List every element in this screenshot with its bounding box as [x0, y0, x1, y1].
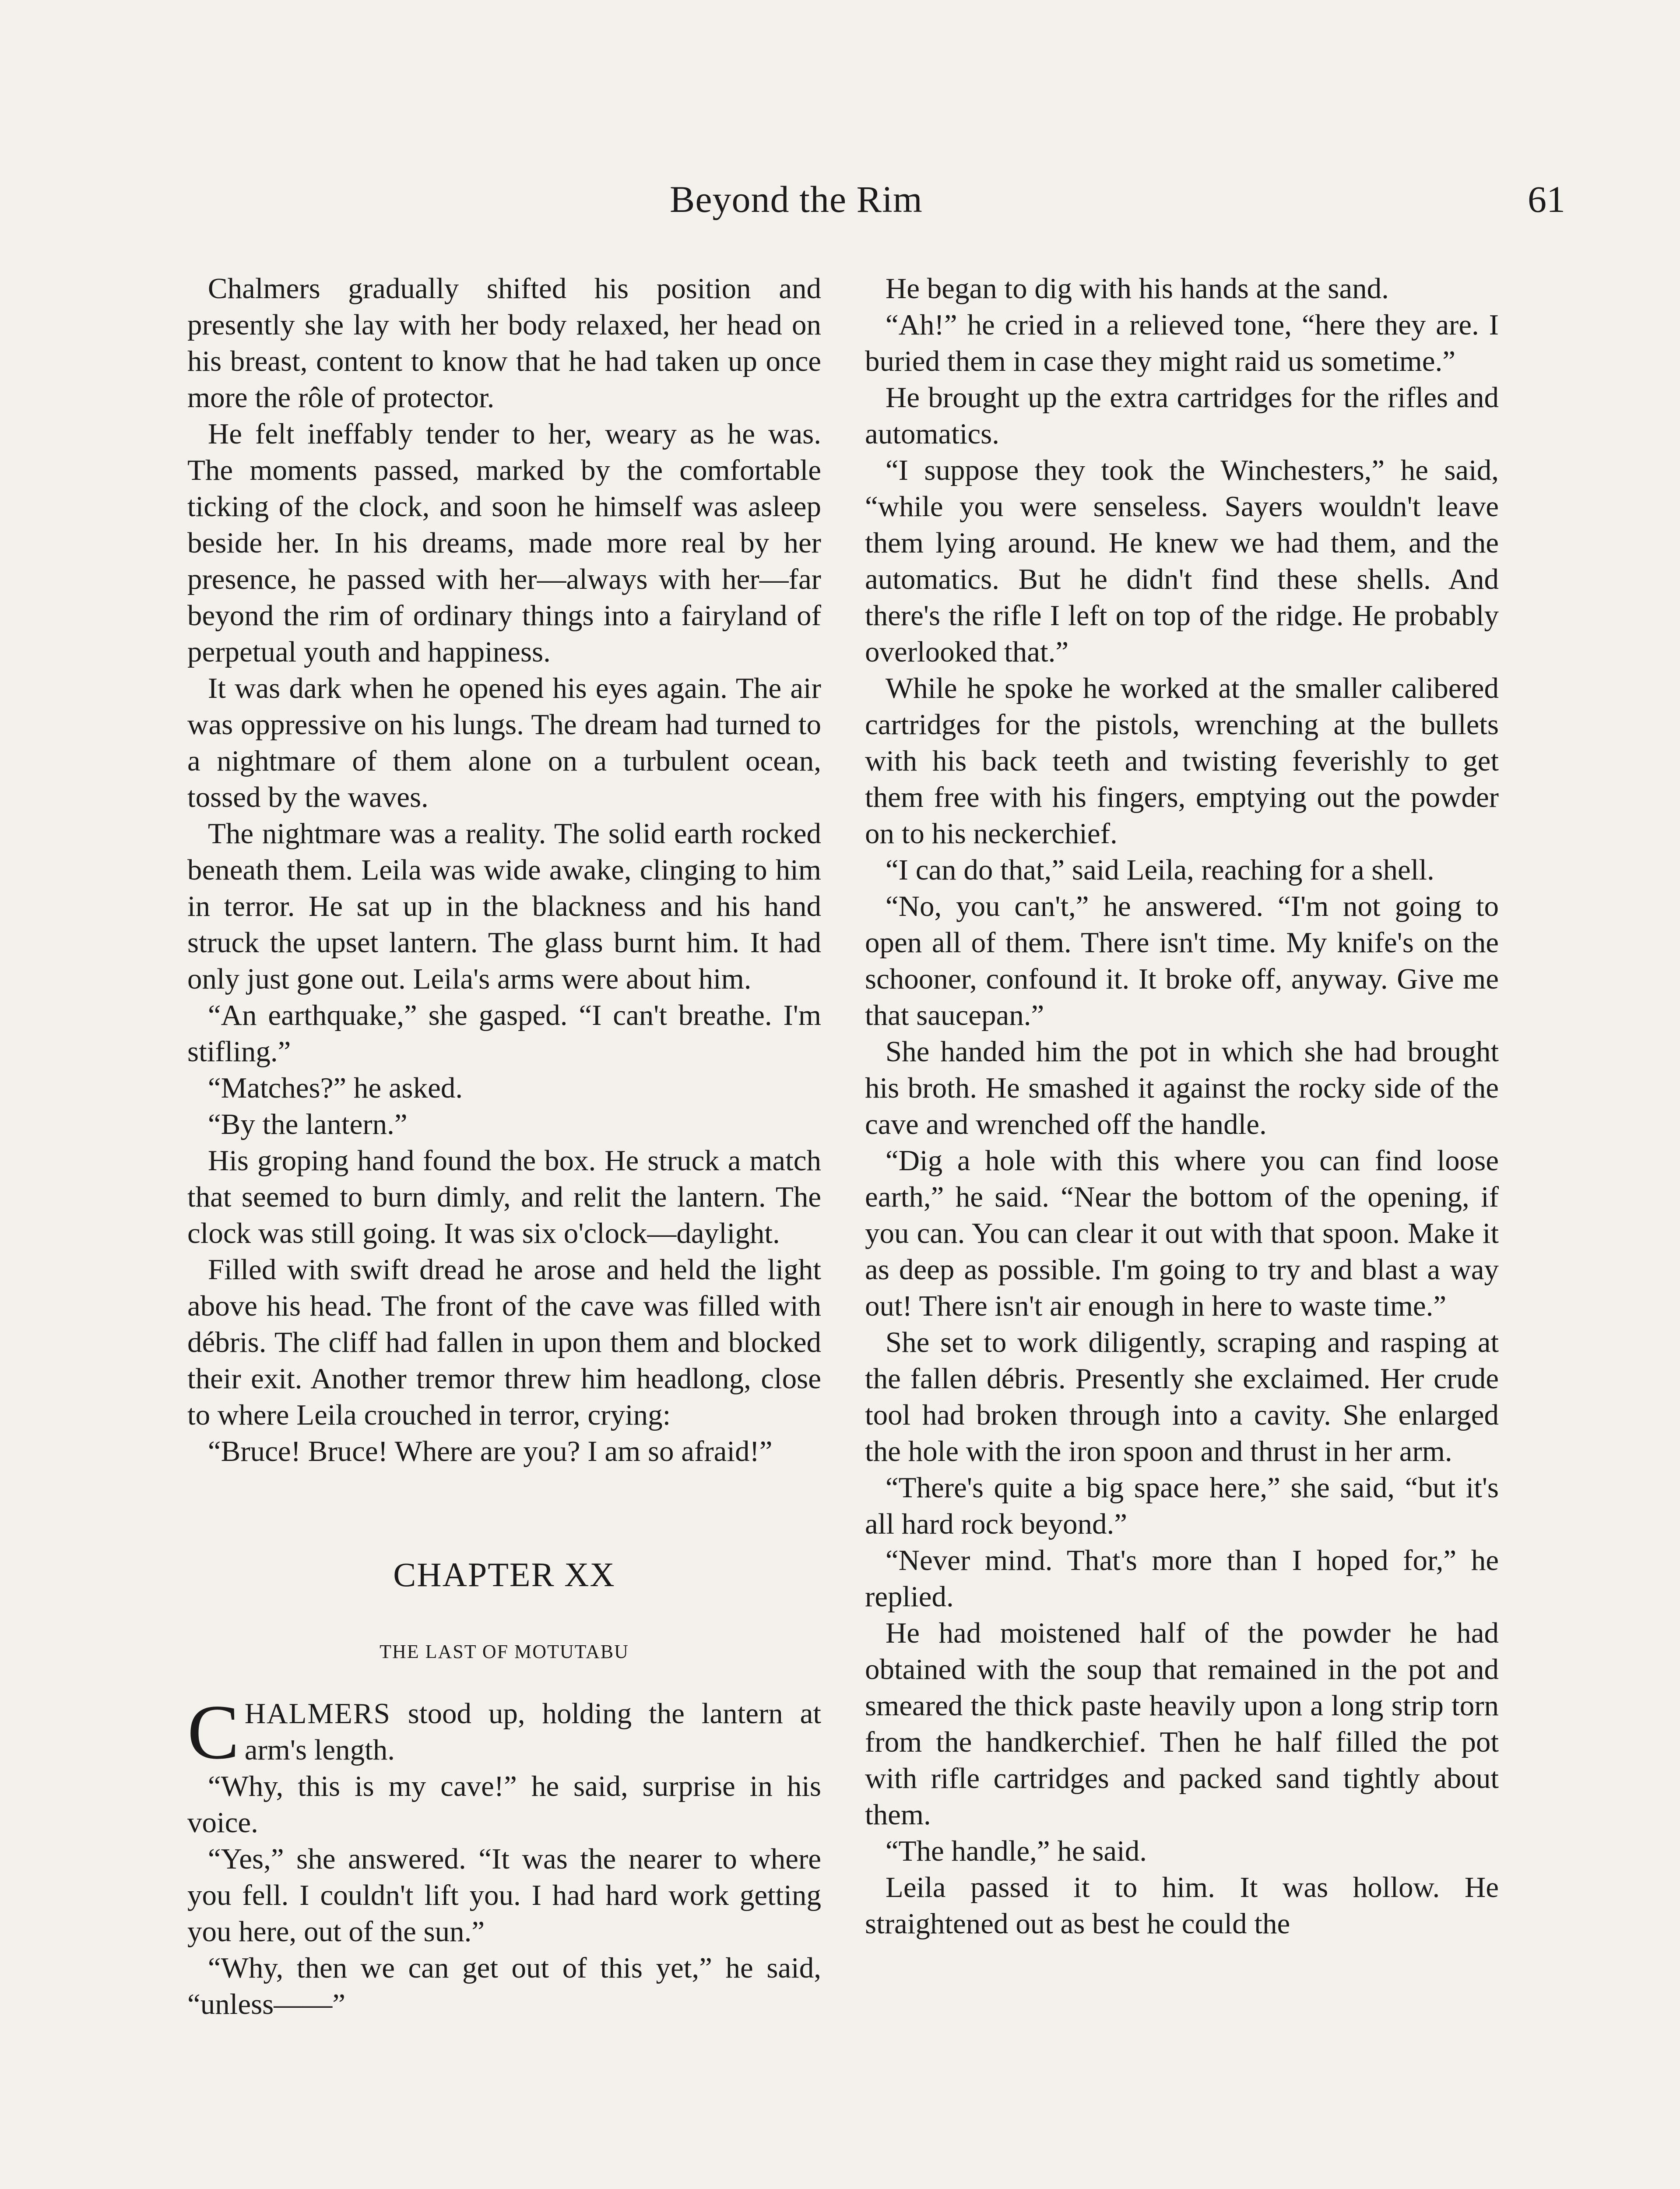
paragraph: The nightmare was a reality. The solid earth rocked beneath them. Leila was wide awake, clinging to him in terror. He sat up in the blackness and his hand struck the upset lantern. The glass burnt him. It had only just gone out. Leila's arms were about him.: [187, 817, 821, 995]
paragraph: Chalmers gradually shifted his position and presently she lay with her body relaxed, her head on his breast, content to know that he had taken up once more the rôle of protector.: [187, 272, 821, 414]
paragraph: “No, you can't,” he answered. “I'm not going to open all of them. There isn't time. My knife's on the schooner, confound it. It broke off, anyway. Give me that saucepan.”: [865, 890, 1499, 1031]
small-caps-lead: HALMERS: [244, 1697, 391, 1730]
paragraph: He began to dig with his hands at the sand.: [885, 272, 1389, 305]
page-number: 61: [1528, 178, 1565, 220]
chapter-subtitle: THE LAST OF MOTUTABU: [380, 1641, 629, 1662]
paragraph: Leila passed it to him. It was hollow. He straightened out as best he could the: [865, 1871, 1499, 1940]
paragraph: “Why, this is my cave!” he said, surprise in his voice.: [187, 1770, 821, 1839]
paragraph: While he spoke he worked at the smaller calibered cartridges for the pistols, wrenching at the bullets with his back teeth and twisting feverishly to get them free with his fingers, emptying out the powder on to his neckerchief.: [865, 672, 1499, 850]
drop-cap: C: [187, 1689, 239, 1775]
chapter-opening-paragraph: [187, 1689, 821, 1775]
paragraph: “I suppose they took the Winchesters,” he said, “while you were senseless. Sayers wouldn't leave them lying around. He knew we had them, and the automatics. But he didn't find these shells. And there's the rifle I left on top of the ridge. He probably overlooked that.”: [865, 454, 1499, 668]
chapter-heading: CHAPTER XX: [393, 1556, 615, 1594]
paragraph: He felt ineffably tender to her, weary as he was. The moments passed, marked by the comfortable ticking of the clock, and soon he himself was asleep beside her. In his dreams, made more real by her presence, he passed with her—always with her—far beyond the rim of ordinary things into a fairyland of perpetual youth and happiness.: [187, 418, 821, 668]
paragraph: “There's quite a big space here,” she said, “but it's all hard rock beyond.”: [865, 1471, 1499, 1540]
paragraph: He brought up the extra cartridges for the rifles and automatics.: [865, 381, 1499, 450]
paragraph: “Matches?” he asked.: [207, 1072, 463, 1104]
paragraph: “I can do that,” said Leila, reaching for a shell.: [885, 854, 1434, 886]
paragraph: “Never mind. That's more than I hoped for,” he replied.: [865, 1544, 1499, 1613]
paragraph: She set to work diligently, scraping and rasping at the fallen débris. Presently she exclaimed. Her crude tool had broken through into a cavity. She enlarged the hole with the iron spoon and thrust in her arm.: [865, 1326, 1499, 1468]
paragraph: “By the lantern.”: [207, 1108, 408, 1140]
paragraph: He had moistened half of the powder he had obtained with the soup that remained in the pot and smeared the thick paste heavily upon a long strip torn from the handkerchief. Then he half filled the pot with rifle cartridges and packed sand tightly about them.: [865, 1617, 1499, 1831]
paragraph: “Yes,” she answered. “It was the nearer to where you fell. I couldn't lift you. I had hard work getting you here, out of the sun.”: [187, 1843, 821, 1948]
left-column: [187, 271, 821, 2023]
right-column: [865, 271, 1499, 1942]
paragraph: His groping hand found the box. He struck a match that seemed to burn dimly, and relit the lantern. The clock was still going. It was six o'clock—daylight.: [187, 1144, 821, 1249]
paragraph: “An earthquake,” she gasped. “I can't breathe. I'm stifling.”: [187, 999, 821, 1068]
paragraph: “Why, then we can get out of this yet,” he said, “unless——”: [187, 1952, 821, 2020]
paragraph: “Bruce! Bruce! Where are you? I am so afraid!”: [207, 1435, 773, 1468]
paragraph: “Ah!” he cried in a relieved tone, “here they are. I buried them in case they might raid us sometime.”: [865, 309, 1499, 377]
opening-text: stood up, holding the lantern at arm's length.: [244, 1697, 821, 1766]
paragraph: She handed him the pot in which she had brought his broth. He smashed it against the rocky side of the cave and wrenched off the handle.: [865, 1035, 1499, 1140]
running-title: Beyond the Rim: [670, 178, 923, 220]
left-pre-chapter-text: [187, 271, 821, 1470]
paragraph: “The handle,” he said.: [885, 1835, 1147, 1867]
paragraph: Filled with swift dread he arose and held the light above his head. The front of the cave was filled with débris. The cliff had fallen in upon them and blocked their exit. Another tremor threw him headlong, close to where Leila crouched in terror, crying:: [187, 1253, 821, 1431]
paragraph: “Dig a hole with this where you can find loose earth,” he said. “Near the bottom of the opening, if you can. You can clear it out with that spoon. Make it as deep as possible. I'm going to try and blast a way out! There isn't air enough in here to waste time.”: [865, 1144, 1499, 1322]
paragraph: It was dark when he opened his eyes again. The air was oppressive on his lungs. The dream had turned to a nightmare of them alone on a turbulent ocean, tossed by the waves.: [187, 672, 821, 813]
